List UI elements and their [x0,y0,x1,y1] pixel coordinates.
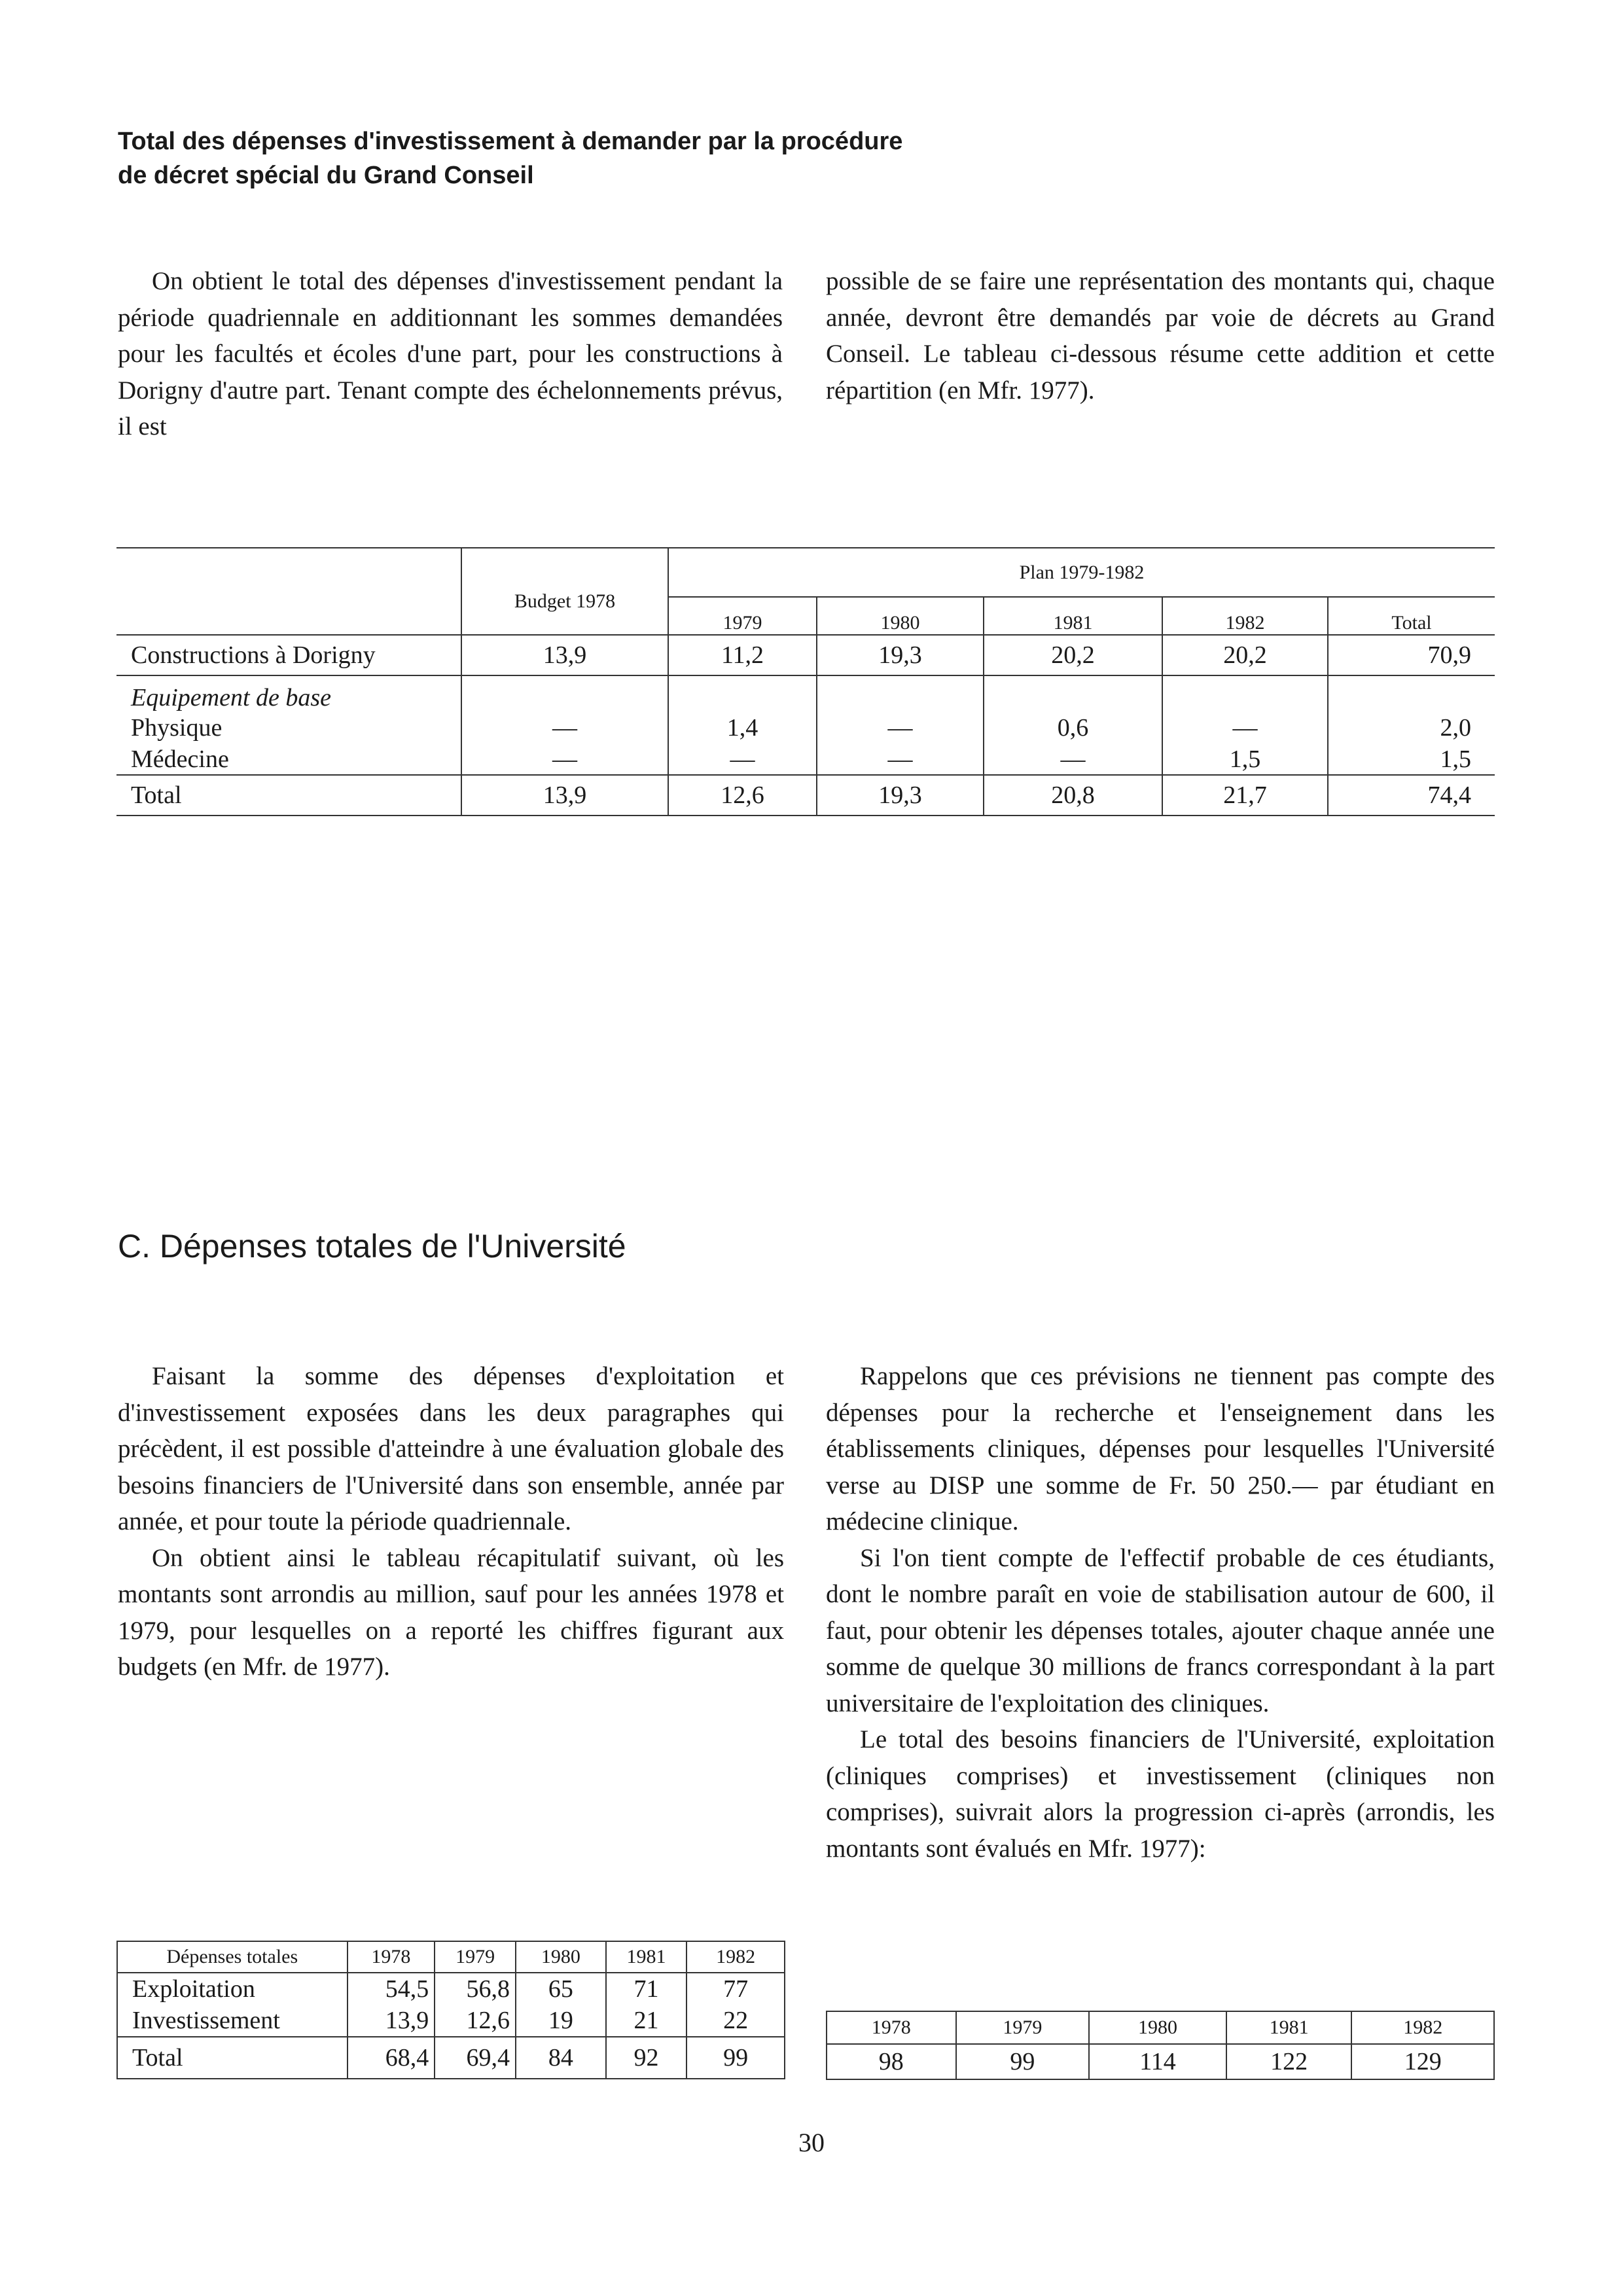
t2-header-year: 1982 [687,1941,785,1973]
section-c-right-p3: Le total des besoins financiers de l'Université, exploitation (cliniques comprises) et investissement (cliniques non comprises), suivrait alors la progression ci-après (arrondis, les montants sont évalués en Mfr. 1977): [826,1725,1495,1863]
t3-year: 1978 [827,2011,956,2044]
t2-value: 12,6 [466,2007,510,2034]
t1-year-1979: 1979 [668,597,817,635]
t1-cell: 20,8 [984,775,1162,816]
t1-cell: 19,3 [817,635,984,675]
t2-value: 54,5 [385,1975,429,2003]
section-c-title: C. Dépenses totales de l'Université [118,1228,626,1265]
t1-cell: — [984,744,1162,775]
t2-value: 22 [723,2007,749,2034]
t3-value: 98 [827,2044,956,2079]
t1-year-1980: 1980 [817,597,984,635]
t2-header-year: 1980 [516,1941,606,1973]
t2-value: 84 [516,2037,606,2079]
t1-cell: 70,9 [1427,641,1471,669]
t1-cell: 2,0 [1440,714,1471,742]
t1-row-label: Constructions à Dorigny [116,635,461,675]
t3-value: 129 [1351,2044,1494,2079]
t1-cell: — [461,744,668,775]
t1-year-1981: 1981 [984,597,1162,635]
t3-header-row [827,2011,1494,2044]
t1-corner [116,548,461,635]
section-c-left-p1: Faisant la somme des dépenses d'exploitation et d'investissement exposées dans les deux paragraphes qui précèdent, il est possible d'atteindre à une évaluation globale des besoins financiers de l'Université dans son ensemble, année par année, et pour toute la période quadriennale. [118,1362,784,1535]
t3-year: 1981 [1226,2011,1352,2044]
t1-cell: 1,5 [1162,744,1328,775]
t2-label-investissement: Investissement [132,2007,280,2034]
t1-cell: 20,2 [984,635,1162,675]
t2-value: 99 [687,2037,785,2079]
t1-cell: 1,5 [1440,745,1471,773]
t2-value: 92 [606,2037,687,2079]
t1-plan-header: Plan 1979-1982 [668,548,1495,597]
intro-right-text: possible de se faire une représentation des montants qui, chaque année, devront être demandés par voie de décrets au Grand Conseil. Le tableau ci-dessous résume cette addition et cette répartition (en Mfr. 1977). [826,267,1495,404]
t1-row-label: Total [116,775,461,816]
t1-cell: 12,6 [668,775,817,816]
t3-value: 114 [1089,2044,1226,2079]
t1-cell: — [461,712,668,744]
total-expenses-table [116,1941,785,2079]
t2-header-row [117,1941,785,1973]
t2-cell-1981 [606,1973,687,2037]
t2-value: 56,8 [466,1975,510,2003]
t3-value: 122 [1226,2044,1352,2079]
t1-year-total: Total [1391,612,1432,634]
t2-value: 19 [548,2007,573,2034]
t1-cell: — [817,712,984,744]
t3-year: 1982 [1351,2011,1494,2044]
t2-cell-1978 [348,1973,435,2037]
t1-row-label: Physique [116,712,461,744]
section-c-right-column [826,1358,1495,1867]
t2-value: 77 [723,1975,749,2003]
t1-row-medecine [116,744,1495,775]
t2-total-row [117,2037,785,2079]
t3-year: 1980 [1089,2011,1226,2044]
t2-body-row [117,1973,785,2037]
t1-row-total [116,775,1495,816]
section-c-right-p1: Rappelons que ces prévisions ne tiennent pas compte des dépenses pour la recherche et l'enseignement dans les établissements cliniques, dépenses pour lesquelles l'Université verse au DISP une somme de Fr. 50 250.— par étudiant en médecine clinique. [826,1362,1495,1535]
t1-year-1982: 1982 [1162,597,1328,635]
t1-budget-header: Budget 1978 [461,548,668,635]
t1-cell: 13,9 [461,775,668,816]
t2-header-label: Dépenses totales [117,1941,348,1973]
t2-label-exploitation: Exploitation [132,1975,255,2003]
t1-cell: 20,2 [1162,635,1328,675]
intro-right-column [826,263,1495,408]
t2-value: 69,4 [435,2037,516,2079]
t1-cell: — [668,744,817,775]
t2-value: 65 [548,1975,573,2003]
t2-header-year: 1979 [435,1941,516,1973]
t3-year: 1979 [956,2011,1090,2044]
section-heading [118,124,969,192]
intro-left-column [118,263,783,445]
t2-value: 13,9 [385,2007,429,2034]
t3-value-row [827,2044,1494,2079]
t1-cell: — [1162,712,1328,744]
heading-line-2: de décret spécial du Grand Conseil [118,162,534,189]
section-c-left-p2: On obtient ainsi le tableau récapitulatif suivant, où les montants sont arrondis au million, sauf pour les années 1978 et 1979, pour lesquelles on a reporté les chiffres figurant aux budgets (en Mfr. de 1977). [118,1543,784,1681]
t2-total-label: Total [117,2037,348,2079]
t1-cell: 21,7 [1162,775,1328,816]
t1-cell: 13,9 [461,635,668,675]
investment-table [116,547,1495,816]
intro-left-text: On obtient le total des dépenses d'investissement pendant la période quadriennale en additionnant les sommes demandées pour les facultés et écoles d'une part, pour les constructions à Dorigny d'autre part. Tenant compte des échelonnements prévus, il est [118,267,783,440]
heading-line-1: Total des dépenses d'investissement à demander par la procédure [118,128,903,155]
section-c-left-column [118,1358,784,1685]
t1-cell: 11,2 [668,635,817,675]
t2-cell-1979 [435,1973,516,2037]
t1-row-label: Médecine [116,744,461,775]
t2-cell-1982 [687,1973,785,2037]
t1-row-label: Equipement de base [116,675,461,712]
t2-header-year: 1978 [348,1941,435,1973]
page-number: 30 [798,2128,825,2157]
t1-row-physique [116,712,1495,744]
t1-row-equipement [116,675,1495,712]
t2-value: 71 [633,1975,659,2003]
t2-value: 68,4 [348,2037,435,2079]
t1-cell: 19,3 [817,775,984,816]
t1-row-constructions [116,635,1495,675]
t2-row-labels [117,1973,348,2037]
t2-value: 21 [633,2007,659,2034]
t1-cell: — [817,744,984,775]
t2-header-year: 1981 [606,1941,687,1973]
financial-needs-table [826,2011,1495,2080]
t1-cell: 1,4 [668,712,817,744]
t1-cell: 74,4 [1427,781,1471,809]
t1-cell: 0,6 [984,712,1162,744]
t3-value: 99 [956,2044,1090,2079]
t2-cell-1980 [516,1973,606,2037]
section-c-right-p2: Si l'on tient compte de l'effectif probable de ces étudiants, dont le nombre paraît en voie de stabilisation autour de 600, il faut, pour obtenir les dépenses totales, ajouter chaque année une somme de quelque 30 millions de francs correspondant à la part universitaire de l'exploitation des cliniques. [826,1543,1495,1717]
